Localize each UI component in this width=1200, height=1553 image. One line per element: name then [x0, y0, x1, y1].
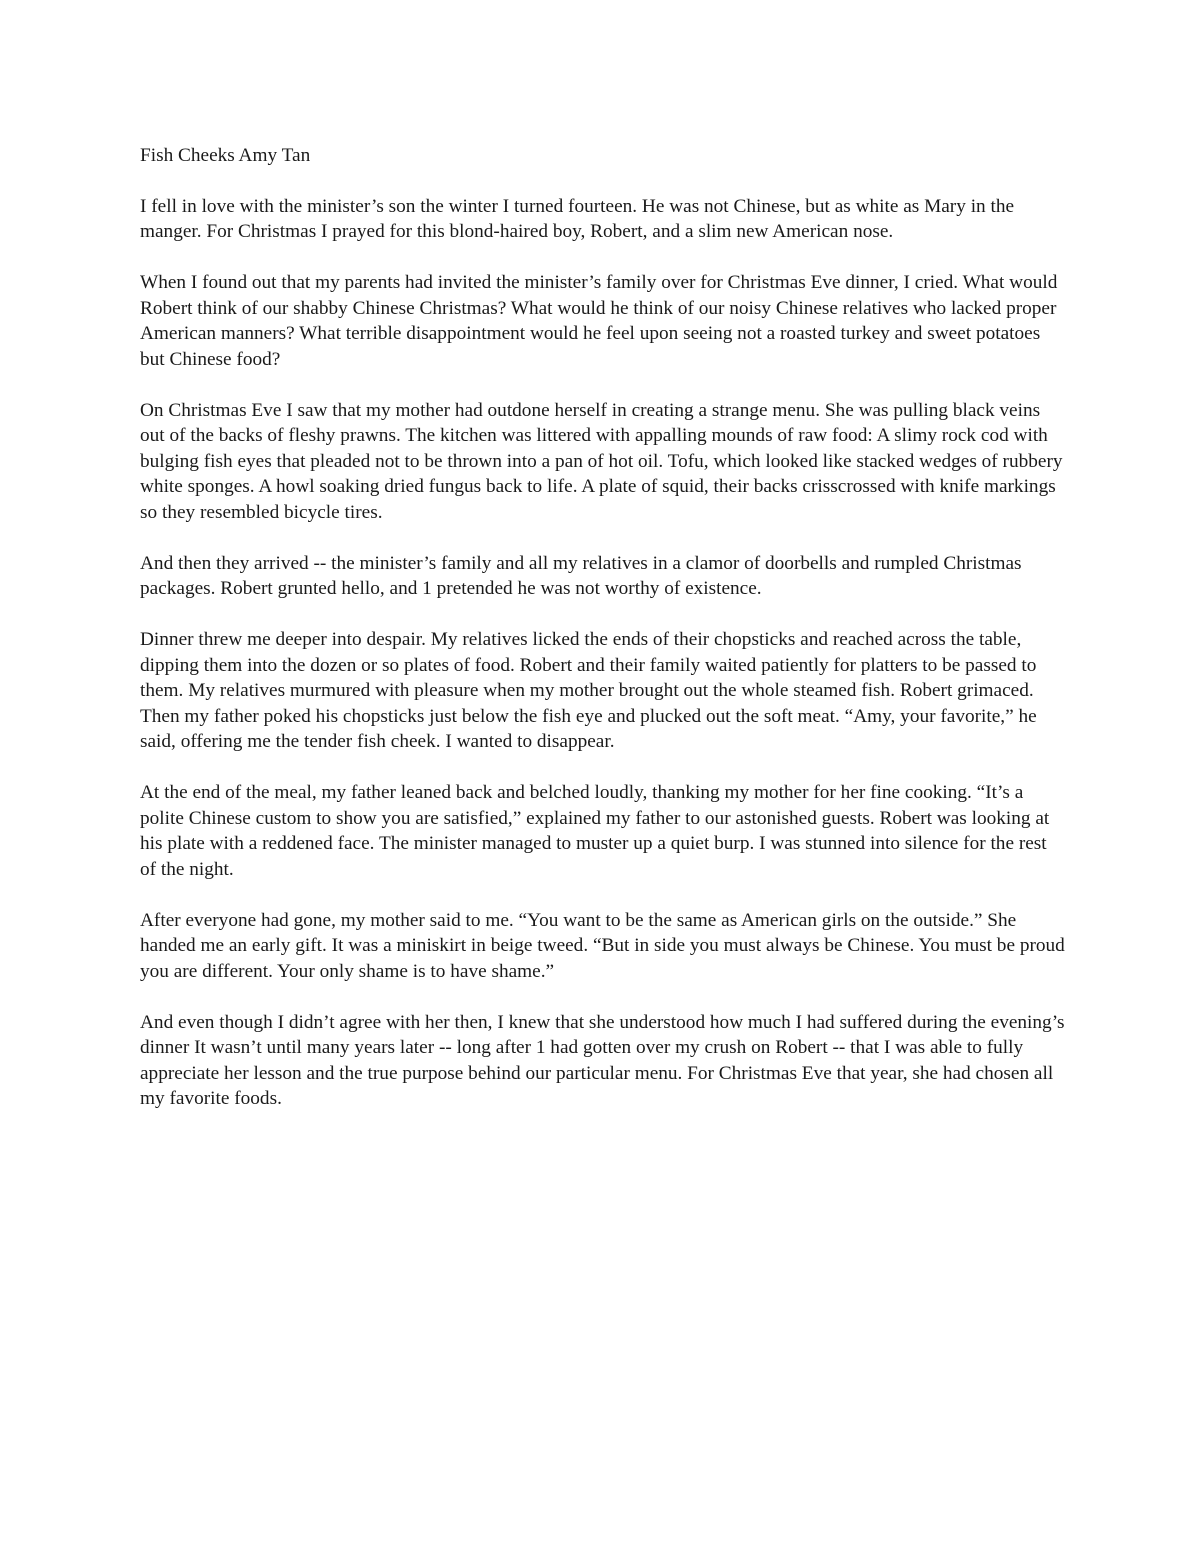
paragraph-4: And then they arrived -- the minister’s family and all my relatives in a clamor of doorbells and rumpled Christmas packages. Robert grunted hello, and 1 pretended he was not worthy of existence. [140, 552, 1022, 599]
paragraph-3: On Christmas Eve I saw that my mother had outdone herself in creating a strange menu. She was pulling black veins out of the backs of fleshy prawns. The kitchen was littered with appalling mounds of raw food: A slimy rock cod with bulging fish eyes that pleaded not to be thrown into a pan of hot oil. Tofu, which looked like stacked wedges of rubbery white sponges. A howl soaking dried fungus back to life. A plate of squid, their backs crisscrossed with knife markings so they resembled bicycle tires. [140, 399, 1063, 523]
document-body [140, 143, 1065, 1137]
paragraph-6: At the end of the meal, my father leaned back and belched loudly, thanking my mother for her fine cooking. “It’s a polite Chinese custom to show you are satisfied,” explained my father to our astonished guests. Robert was looking at his plate with a reddened face. The minister managed to muster up a quiet burp. I was stunned into silence for the rest of the night. [140, 782, 1050, 880]
paragraph-5: Dinner threw me deeper into despair. My relatives licked the ends of their chopsticks and reached across the table, dipping them into the dozen or so plates of food. Robert and their family waited patiently for platters to be passed to them. My relatives murmured with pleasure when my mother brought out the whole steamed fish. Robert grimaced. Then my father poked his chopsticks just below the fish eye and plucked out the soft meat. “Amy, your favorite,” he said, offering me the tender fish cheek. I wanted to disappear. [140, 629, 1037, 752]
paragraph-7: After everyone had gone, my mother said to me. “You want to be the same as American girls on the outside.” She handed me an early gift. It was a miniskirt in beige tweed. “But in side you must always be Chinese. You must be proud you are different. Your only shame is to have shame.” [140, 909, 1065, 982]
paragraph-8: And even though I didn’t agree with her then, I knew that she understood how much I had suffered during the evening’s dinner It wasn’t until many years later -- long after 1 had gotten over my crush on Robert -- that I was able to fully appreciate her lesson and the true purpose behind our particular menu. For Christmas Eve that year, she had chosen all my favorite foods. [140, 1011, 1065, 1109]
paragraph-1: I fell in love with the minister’s son the winter I turned fourteen. He was not Chinese, but as white as Mary in the manger. For Christmas I prayed for this blond-haired boy, Robert, and a slim new American nose. [140, 195, 1015, 242]
document-title: Fish Cheeks Amy Tan [140, 145, 311, 166]
paragraph-2: When I found out that my parents had invited the minister’s family over for Christmas Eve dinner, I cried. What would Robert think of our shabby Chinese Christmas? What would he think of our noisy Chinese relatives who lacked proper American manners? What terrible disappointment would he feel upon seeing not a roasted turkey and sweet potatoes but Chinese food? [140, 272, 1058, 370]
